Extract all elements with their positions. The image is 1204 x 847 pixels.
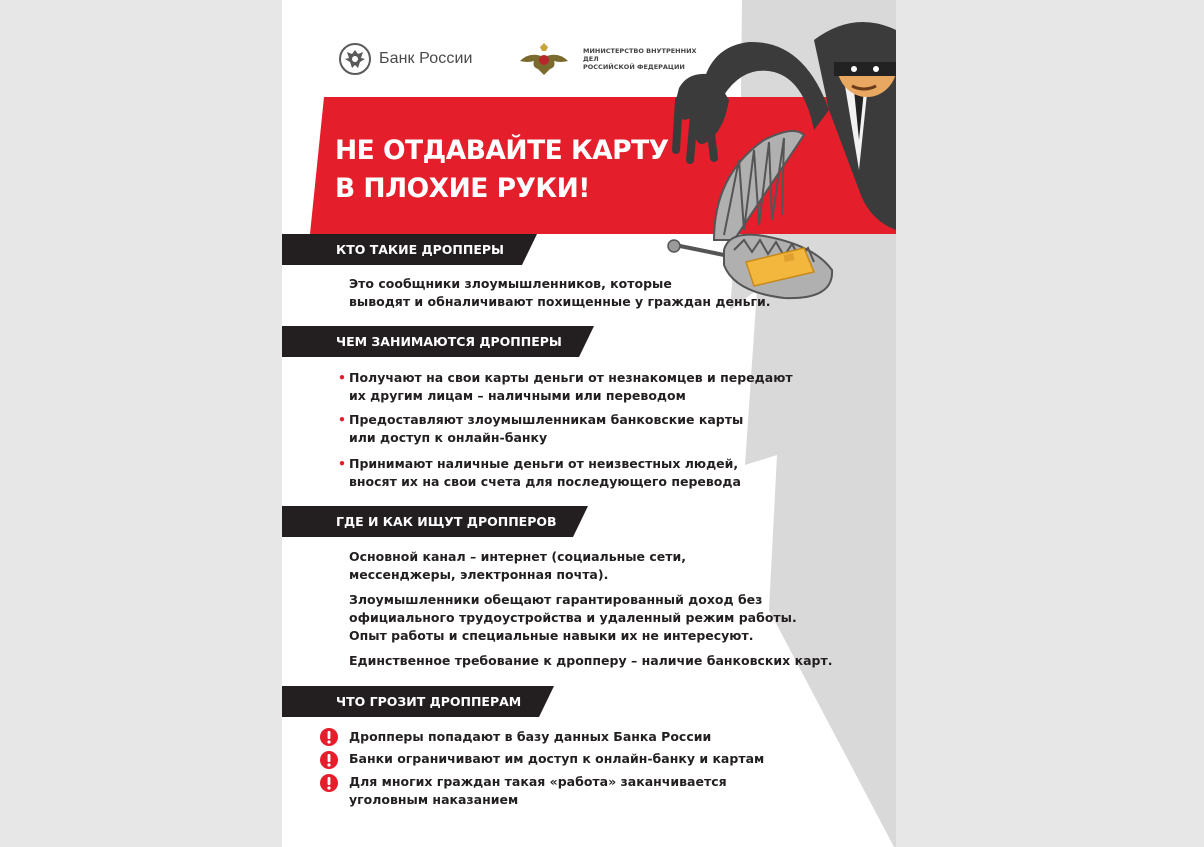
threat-item-1: Дропперы попадают в базу данных Банка России — [349, 729, 712, 744]
thief-illustration — [654, 0, 896, 310]
warning-icon — [319, 773, 339, 793]
threat-item-2: Банки ограничивают им доступ к онлайн-банку и картам — [349, 751, 765, 766]
mvd-name: МИНИСТЕРСТВО ВНУТРЕННИХ ДЕЛ РОССИЙСКОЙ ФЕДЕРАЦИИ — [583, 47, 697, 71]
banner-title: НЕ ОТДАВАЙТЕ КАРТУ В ПЛОХИЕ РУКИ! — [335, 135, 669, 204]
who-text-line-1: Это сообщники злоумышленников, которые — [349, 276, 672, 291]
section-header-threat: ЧТО ГРОЗИТ ДРОППЕРАМ — [282, 686, 554, 717]
what-bullet-2: • Предоставляют злоумышленникам банковские карты или доступ к онлайн-банку — [349, 411, 743, 447]
section-header-who: КТО ТАКИЕ ДРОППЕРЫ — [282, 234, 537, 265]
threat-item-3: Для многих граждан такая «работа» заканчивается уголовным наказанием — [349, 774, 727, 807]
bank-name: Банк России — [379, 50, 473, 67]
what-bullet-3: • Принимают наличные деньги от неизвестных людей, вносят их на свои счета для последующего перевода — [349, 455, 741, 491]
section-header-what: ЧЕМ ЗАНИМАЮТСЯ ДРОППЕРЫ — [282, 326, 594, 357]
what-bullet-1: • Получают на свои карты деньги от незнакомцев и передают их другим лицам – наличными или переводом — [349, 369, 793, 405]
section-header-where: ГДЕ И КАК ИЩУТ ДРОППЕРОВ — [282, 506, 588, 537]
warning-icon — [319, 727, 339, 747]
where-paragraph-2: Злоумышленники обещают гарантированный доход без официального трудоустройства и удаленный режим работы. Опыт работы и специальные навыки их не интересуют. — [349, 592, 797, 643]
where-paragraph-3: Единственное требование к дропперу – наличие банковских карт. — [349, 653, 833, 668]
warning-icon — [319, 750, 339, 770]
where-paragraph-1: Основной канал – интернет (социальные сети, мессенджеры, электронная почта). — [349, 549, 687, 582]
poster — [282, 0, 896, 847]
who-text-line-2: выводят и обналичивают похищенные у граждан деньги. — [349, 294, 771, 309]
